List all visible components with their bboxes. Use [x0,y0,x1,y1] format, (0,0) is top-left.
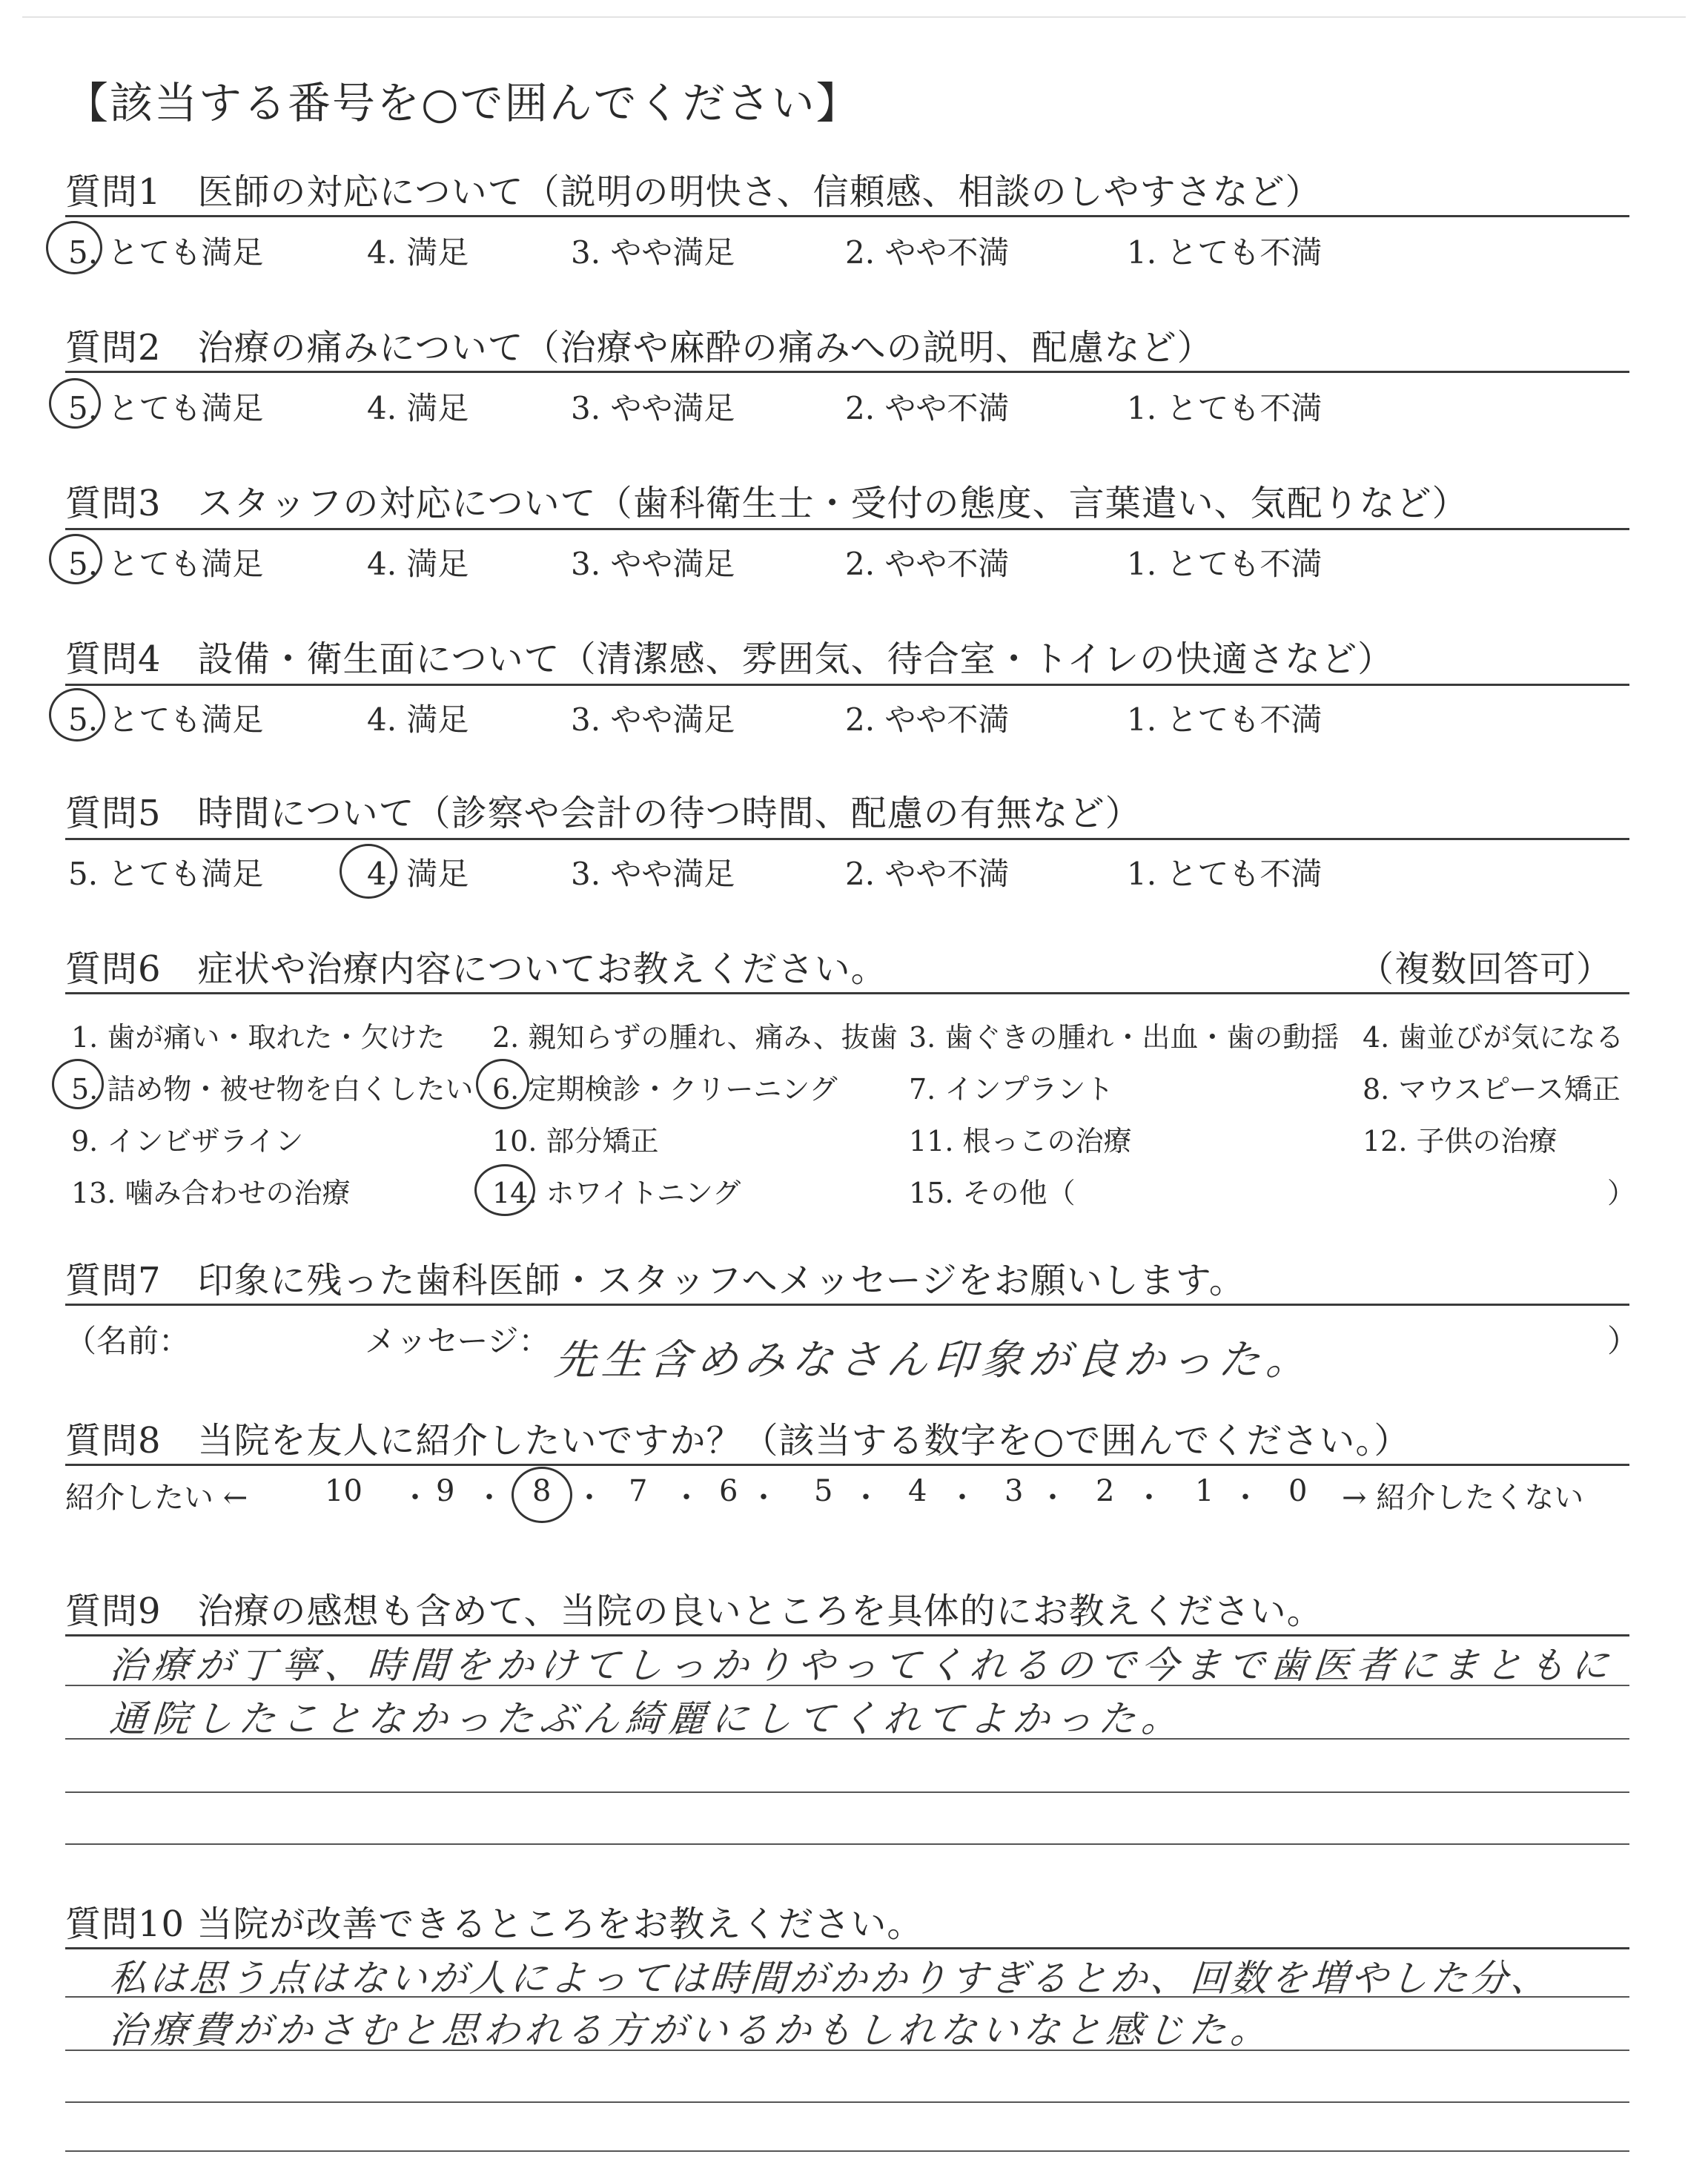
q6-answer-circle-5 [52,1059,104,1109]
q2-option-1[interactable]: 1. とても不満 [1127,390,1323,426]
q8-right-label: → 紹介したくない [1342,1481,1584,1515]
q1-option-4[interactable]: 4. 満足 [367,234,469,271]
q8-separator: ・ [749,1481,778,1515]
q8-scale-4[interactable]: 4 [908,1474,927,1508]
q6-option-10[interactable]: 10. 部分矯正 [492,1125,659,1157]
q2-option-4[interactable]: 4. 満足 [367,390,469,426]
q2-rule [65,371,1629,373]
q5-answer-circle [340,844,397,899]
q3-option-5[interactable]: 5. とても満足 [68,546,264,582]
q8-scale-0[interactable]: 0 [1288,1474,1308,1508]
survey-heading: 【該当する番号を○で囲んでください】 [65,78,861,128]
q5-title: 質問5 時間について（診察や会計の待つ時間、配慮の有無など） [65,793,1142,834]
q5-option-4[interactable]: 4. 満足 [367,856,469,892]
q9-writing-line [65,1738,1629,1740]
q4-option-1[interactable]: 1. とても不満 [1127,701,1323,738]
q4-option-3[interactable]: 3. やや満足 [571,701,735,738]
q6-option-2[interactable]: 2. 親知らずの腫れ、痛み、抜歯 [492,1021,898,1054]
q6-answer-circle-14 [474,1164,535,1216]
q6-option-12[interactable]: 12. 子供の治療 [1363,1125,1558,1157]
q6-other-close: ） [1607,1177,1636,1209]
q6-option-7[interactable]: 7. インプラント [909,1073,1114,1106]
q7-title: 質問7 印象に残った歯科医師・スタッフへメッセージをお願いします。 [65,1260,1245,1301]
q6-option-6[interactable]: 6. 定期検診・クリーニング [492,1073,838,1106]
q1-option-5[interactable]: 5. とても満足 [68,234,264,271]
q3-rule [65,528,1629,530]
q9-answer-line-1[interactable]: 治療が丁寧、時間をかけてしっかりやってくれるので今まで歯医者にまともに [107,1644,1616,1687]
q10-title: 質問10 当院が改善できるところをお教えください。 [65,1903,924,1945]
q6-note: （複数回答可） [1358,948,1613,990]
q9-answer-line-2[interactable]: 通院したことなかったぶん綺麗にしてくれてよかった。 [107,1697,1186,1740]
q9-title: 質問9 治療の感想も含めて、当院の良いところを具体的にお教えください。 [65,1591,1323,1632]
q7-rule [65,1304,1629,1306]
q8-separator: ・ [947,1481,977,1515]
q8-separator: ・ [1231,1481,1260,1515]
q8-scale-9[interactable]: 9 [436,1474,455,1508]
q1-rule [65,215,1629,217]
q6-option-9[interactable]: 9. インビザライン [71,1125,304,1157]
q6-option-8[interactable]: 8. マウスピース矯正 [1363,1073,1621,1106]
q4-rule [65,684,1629,686]
q8-scale-3[interactable]: 3 [1004,1474,1024,1508]
q6-title: 質問6 症状や治療内容についてお教えください。 [65,948,887,990]
q10-writing-line [65,2101,1629,2103]
q6-option-15[interactable]: 15. その他（ [909,1177,1076,1209]
q8-scale-8[interactable]: 8 [532,1474,552,1508]
q10-writing-line [65,2150,1629,2152]
q8-separator: ・ [1134,1481,1164,1515]
q8-separator: ・ [672,1481,701,1515]
q9-writing-line [65,1791,1629,1793]
q8-separator: ・ [400,1481,430,1515]
q6-option-5[interactable]: 5. 詰め物・被せ物を白くしたい [71,1073,474,1106]
q2-answer-circle [49,378,101,429]
q10-writing-line [65,2050,1629,2051]
q8-scale-6[interactable]: 6 [719,1474,738,1508]
q4-answer-circle [49,688,105,742]
q1-option-2[interactable]: 2. やや不満 [845,234,1010,271]
q3-option-3[interactable]: 3. やや満足 [571,546,735,582]
q3-title: 質問3 スタッフの対応について（歯科衛生士・受付の態度、言葉遣い、気配りなど） [65,483,1469,524]
q8-rule [65,1464,1629,1466]
q3-option-2[interactable]: 2. やや不満 [845,546,1010,582]
q6-option-13[interactable]: 13. 噛み合わせの治療 [71,1177,351,1209]
q9-writing-line [65,1843,1629,1845]
q5-rule [65,838,1629,840]
q8-separator: ・ [851,1481,881,1515]
q8-scale-7[interactable]: 7 [629,1474,648,1508]
q5-option-5[interactable]: 5. とても満足 [68,856,264,892]
q7-close-paren: ） [1607,1323,1639,1359]
q1-title: 質問1 医師の対応について（説明の明快さ、信頼感、相談のしやすさなど） [65,171,1322,213]
q10-answer-line-2[interactable]: 治療費がかさむと思われる方がいるかもしれないなと感じた。 [107,2009,1274,2052]
q3-option-1[interactable]: 1. とても不満 [1127,546,1323,582]
q5-option-2[interactable]: 2. やや不満 [845,856,1010,892]
q2-option-5[interactable]: 5. とても満足 [68,390,264,426]
q8-separator: ・ [575,1481,604,1515]
q4-option-5[interactable]: 5. とても満足 [68,701,264,738]
q1-answer-circle [46,221,102,274]
q4-option-2[interactable]: 2. やや不満 [845,701,1010,738]
q6-rule [65,992,1629,994]
q7-message-label: メッセージ： [365,1323,550,1359]
q10-answer-line-1[interactable]: 私は思う点はないが人によっては時間がかかりすぎるとか、回数を増やした分、 [107,1957,1552,2000]
q8-scale-1[interactable]: 1 [1195,1474,1214,1508]
q5-option-1[interactable]: 1. とても不満 [1127,856,1323,892]
q7-message-handwritten[interactable]: 先生含めみなさん印象が良かった。 [552,1336,1315,1384]
q8-scale-2[interactable]: 2 [1096,1474,1115,1508]
q8-answer-circle [512,1467,572,1523]
page-top-rule [22,16,1686,18]
q1-option-1[interactable]: 1. とても不満 [1127,234,1323,271]
q8-left-label: 紹介したい ← [65,1481,248,1515]
q3-answer-circle [49,534,102,584]
q2-option-2[interactable]: 2. やや不満 [845,390,1010,426]
q6-option-14[interactable]: 14. ホワイトニング [492,1177,741,1209]
q8-title: 質問8 当院を友人に紹介したいですか？（該当する数字を○で囲んでください。） [65,1420,1411,1462]
q2-option-3[interactable]: 3. やや満足 [571,390,735,426]
q7-name-label: （名前： [65,1323,191,1359]
q5-option-3[interactable]: 3. やや満足 [571,856,735,892]
q10-writing-line [65,1996,1629,1998]
q6-option-4[interactable]: 4. 歯並びが気になる [1363,1021,1624,1054]
q8-separator: ・ [474,1481,504,1515]
q2-title: 質問2 治療の痛みについて（治療や麻酔の痛みへの説明、配慮など） [65,327,1214,369]
q4-option-4[interactable]: 4. 満足 [367,701,469,738]
q6-option-11[interactable]: 11. 根っこの治療 [909,1125,1132,1157]
q8-scale-5[interactable]: 5 [814,1474,833,1508]
q6-answer-circle-6 [476,1059,529,1109]
q4-title: 質問4 設備・衛生面について（清潔感、雰囲気、待合室・トイレの快適さなど） [65,638,1394,680]
q6-option-3[interactable]: 3. 歯ぐきの腫れ・出血・歯の動揺 [909,1021,1340,1054]
q8-scale-10[interactable]: 10 [325,1474,363,1508]
q8-separator: ・ [1038,1481,1068,1515]
q1-option-3[interactable]: 3. やや満足 [571,234,735,271]
q3-option-4[interactable]: 4. 満足 [367,546,469,582]
q6-option-1[interactable]: 1. 歯が痛い・取れた・欠けた [71,1021,446,1054]
q9-writing-line [65,1685,1629,1686]
